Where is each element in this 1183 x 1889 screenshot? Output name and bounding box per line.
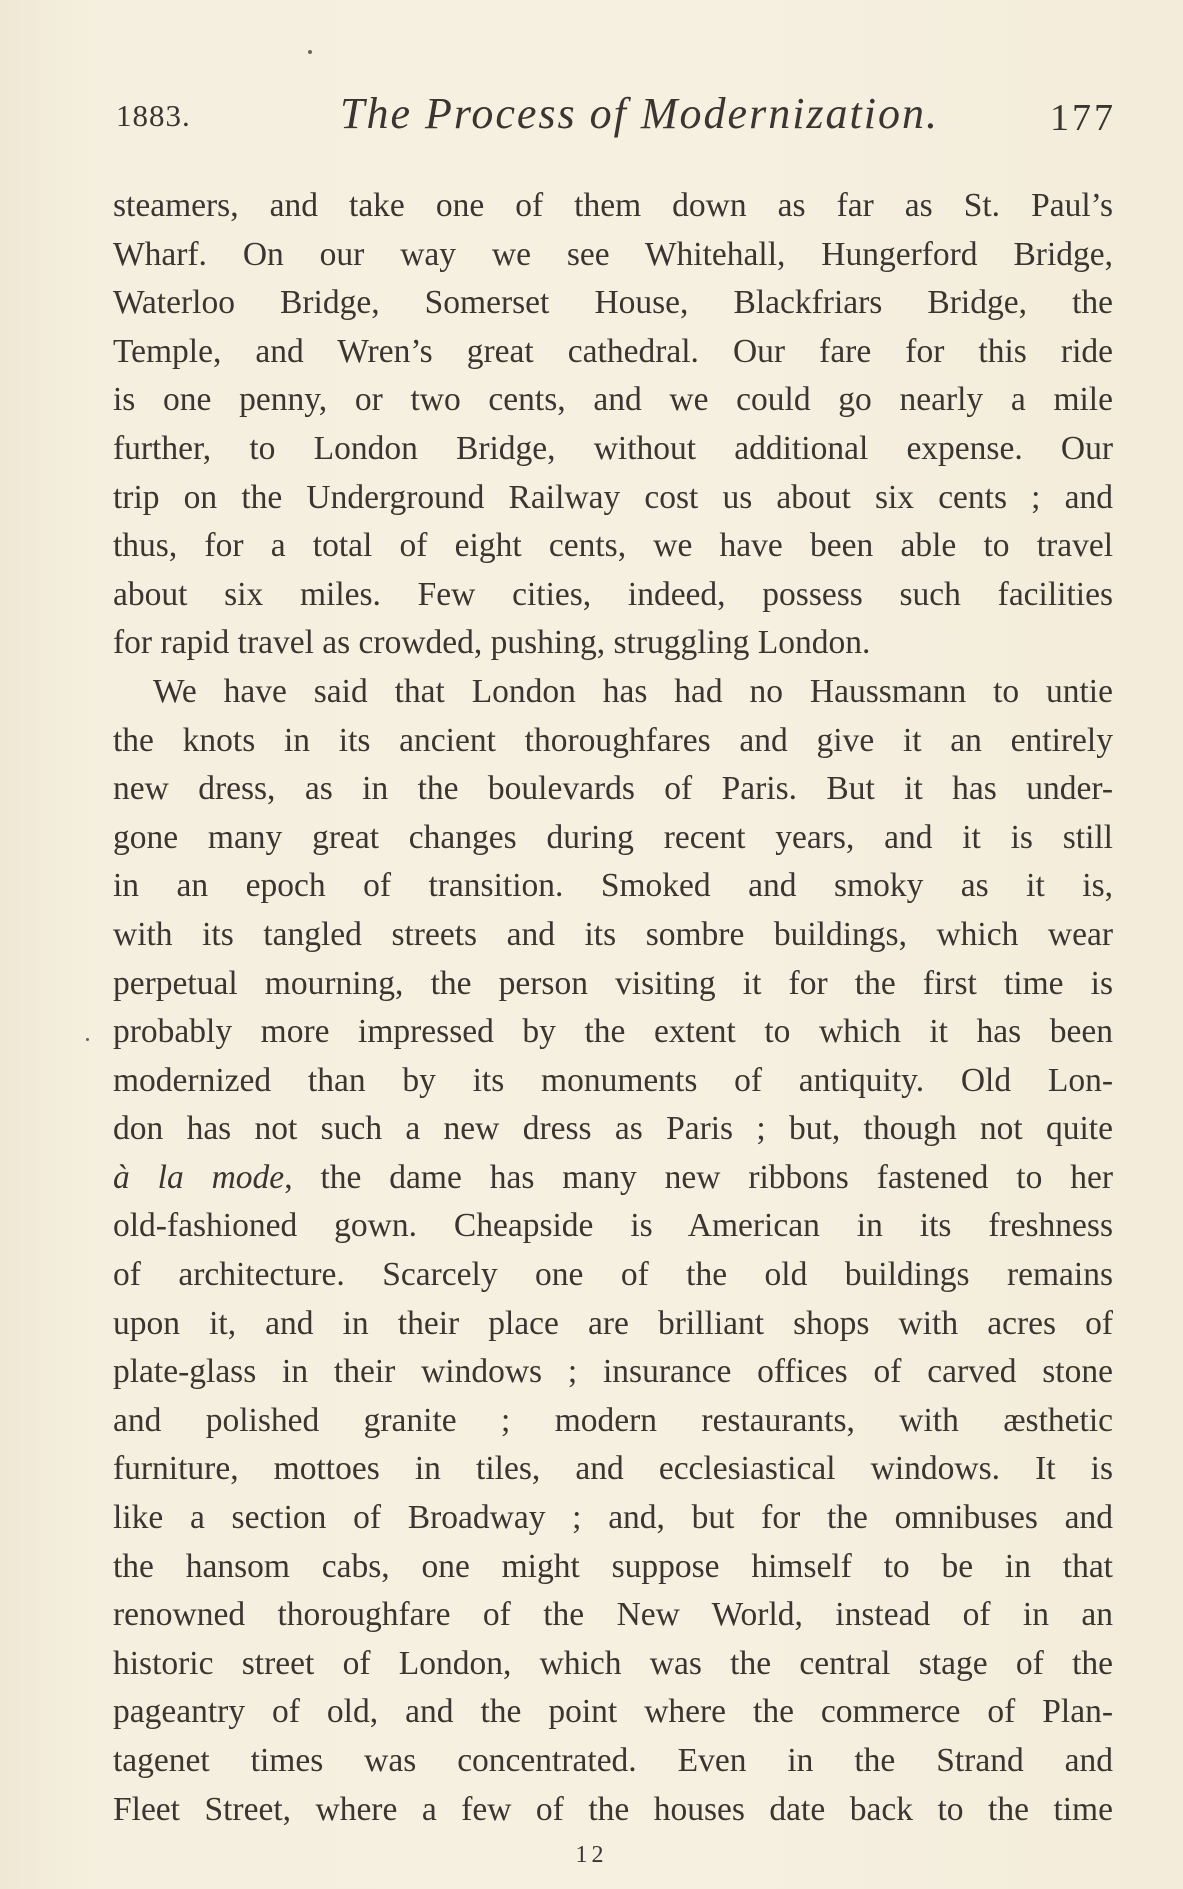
paper-speck — [308, 50, 312, 54]
text-line: Wharf. On our way we see Whitehall, Hungerford Bridge, — [113, 235, 1113, 273]
text-line: the hansom cabs, one might suppose himself to be in that — [113, 1547, 1113, 1585]
text-line: gone many great changes during recent years, and it is still — [113, 818, 1113, 856]
text-line: perpetual mourning, the person visiting it for the first time is — [113, 964, 1113, 1002]
running-head — [116, 88, 1116, 148]
text-line: upon it, and in their place are brilliant shops with acres of — [113, 1304, 1113, 1342]
text-line: probably more impressed by the extent to which it has been — [113, 1013, 1113, 1051]
header-page-number: 177 — [1050, 97, 1116, 139]
text-span: , the dame has many new ribbons fastened to her — [284, 1158, 1113, 1196]
text-line: Fleet Street, where a few of the houses date back to the time — [113, 1790, 1113, 1828]
text-line: steamers, and take one of them down as far as St. Paul’s — [113, 187, 1113, 224]
paragraph — [113, 668, 1113, 1834]
header-title: The Process of Modernization. — [340, 89, 939, 138]
header-year: 1883. — [116, 98, 191, 133]
text-line: pageantry of old, and the point where the commerce of Plan- — [113, 1693, 1113, 1731]
text-line: Temple, and Wren’s great cathedral. Our fare for this ride — [113, 332, 1113, 370]
text-line: new dress, as in the boulevards of Paris. But it has under- — [113, 770, 1113, 808]
italic-phrase: à la mode — [113, 1158, 285, 1196]
signature-mark: 12 — [575, 1842, 608, 1868]
text-line: like a section of Broadway ; and, but for the omnibuses and — [113, 1499, 1113, 1537]
text-line: and polished granite ; modern restaurants, with æsthetic — [113, 1401, 1113, 1439]
paragraph — [113, 182, 1113, 668]
text-line: plate-glass in their windows ; insurance offices of carved stone — [113, 1353, 1113, 1391]
text-line: in an epoch of transition. Smoked and smoky as it is, — [113, 867, 1113, 905]
text-line: Waterloo Bridge, Somerset House, Blackfriars Bridge, the — [113, 284, 1113, 322]
text-line: tagenet times was concentrated. Even in the Strand and — [113, 1742, 1113, 1779]
text-line: furniture, mottoes in tiles, and ecclesiastical windows. It is — [113, 1450, 1113, 1488]
text-line — [113, 1154, 1113, 1203]
text-line: of architecture. Scarcely one of the old buildings remains — [113, 1256, 1113, 1294]
text-line: further, to London Bridge, without additional expense. Our — [113, 429, 1113, 467]
text-line: old-fashioned gown. Cheapside is American in its freshness — [113, 1207, 1113, 1245]
text-line: for rapid travel as crowded, pushing, struggling London. — [113, 624, 871, 662]
paper-speck — [86, 1038, 89, 1041]
text-line: don has not such a new dress as Paris ; but, though not quite — [113, 1110, 1113, 1148]
text-line: historic street of London, which was the central stage of the — [113, 1644, 1113, 1682]
text-line: renowned thoroughfare of the New World, instead of in an — [113, 1596, 1113, 1634]
text-line: with its tangled streets and its sombre buildings, which wear — [113, 915, 1113, 953]
text-line: We have said that London has had no Haussmann to untie — [153, 672, 1113, 710]
text-line: the knots in its ancient thoroughfares and give it an entirely — [113, 721, 1113, 759]
text-line: modernized than by its monuments of antiquity. Old Lon- — [113, 1061, 1113, 1099]
body-text — [113, 182, 1113, 1834]
text-line: is one penny, or two cents, and we could go nearly a mile — [113, 381, 1113, 419]
text-line: about six miles. Few cities, indeed, possess such facilities — [113, 575, 1113, 613]
text-line: trip on the Underground Railway cost us about six cents ; and — [113, 478, 1113, 516]
text-line: thus, for a total of eight cents, we have been able to travel — [113, 527, 1113, 565]
